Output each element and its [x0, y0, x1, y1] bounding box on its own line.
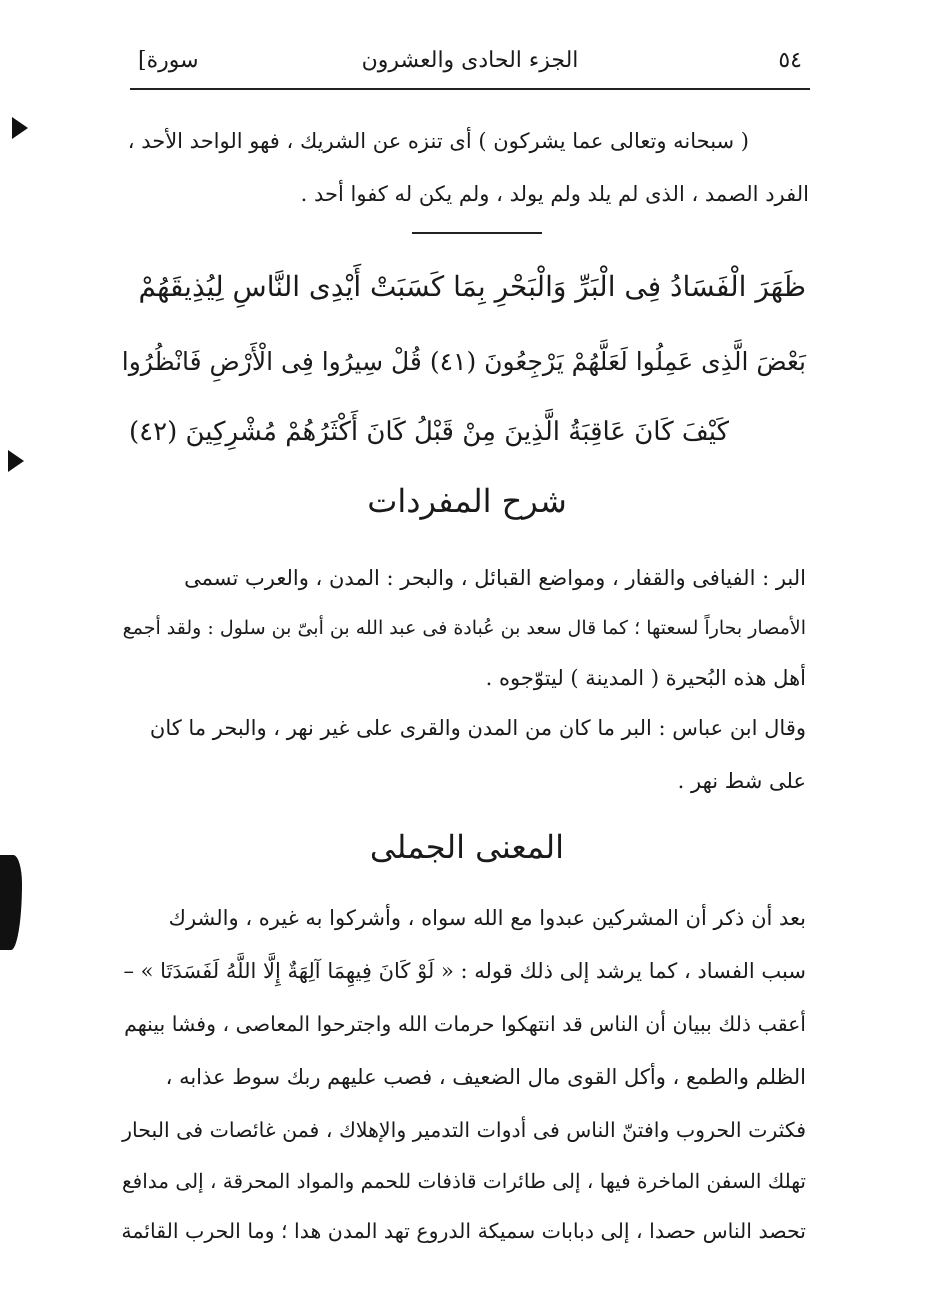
meaning-line: أعقب ذلك ببيان أن الناس قد انتهكوا حرمات الله واجترحوا المعاصى ، وفشا بينهم — [124, 1012, 806, 1036]
margin-arrow-mark — [8, 450, 24, 472]
margin-arrow-mark — [12, 117, 28, 139]
meaning-line: فكثرت الحروب وافتنّ الناس فى أدوات التدمير والإهلاك ، فمن غائصات فى البحار — [122, 1118, 806, 1142]
header-title: الجزء الحادى والعشرون — [361, 48, 579, 73]
intro-line: الفرد الصمد ، الذى لم يلد ولم يولد ، ولم يكن له كفوا أحد . — [300, 182, 809, 206]
header-surah: [سورة — [138, 48, 199, 73]
meaning-line: بعد أن ذكر أن المشركين عبدوا مع الله سواه ، وأشركوا به غيره ، والشرك — [168, 906, 806, 930]
verse-line: بَعْضَ الَّذِى عَمِلُوا لَعَلَّهُمْ يَرْجِعُونَ (٤١) قُلْ سِيرُوا فِى الْأَرْضِ فَانْظُرُوا — [121, 347, 806, 376]
page-number: ٥٤ — [778, 48, 802, 73]
page-header — [130, 40, 810, 90]
meaning-heading: المعنى الجملى — [369, 828, 565, 866]
margin-ink-blot — [0, 855, 22, 950]
vocab-line: وقال ابن عباس : البر ما كان من المدن والقرى على غير نهر ، والبحر ما كان — [149, 716, 806, 740]
meaning-line: سبب الفساد ، كما يرشد إلى ذلك قوله : « لَوْ كَانَ فِيهِمَا آلِهَةٌ إِلَّا اللَّهُ لَفَسَدَتَا » – — [123, 959, 806, 983]
vocab-line: على شط نهر . — [677, 769, 806, 793]
verse-line: كَيْفَ كَانَ عَاقِبَةُ الَّذِينَ مِنْ قَبْلُ كَانَ أَكْثَرُهُمْ مُشْرِكِينَ (٤٢) — [129, 417, 729, 447]
vocab-line: أهل هذه البُحيرة ( المدينة ) ليتوّجوه . — [485, 666, 806, 690]
verse-line: ظَهَرَ الْفَسَادُ فِى الْبَرِّ وَالْبَحْرِ بِمَا كَسَبَتْ أَيْدِى النَّاسِ لِيُذِيقَهُمْ — [138, 270, 806, 303]
vocab-line: البر : الفيافى والقفار ، ومواضع القبائل ، والبحر : المدن ، والعرب تسمى — [184, 566, 806, 590]
section-separator — [412, 232, 542, 234]
vocab-heading: شرح المفردات — [367, 482, 567, 520]
meaning-line: الظلم والطمع ، وأكل القوى مال الضعيف ، فصب عليهم ربك سوط عذابه ، — [165, 1065, 806, 1089]
meaning-line: تهلك السفن الماخرة فيها ، إلى طائرات قاذفات للحمم والمواد المحرقة ، إلى مدافع — [121, 1169, 806, 1193]
meaning-line: تحصد الناس حصدا ، إلى دبابات سميكة الدروع تهد المدن هدا ؛ وما الحرب القائمة — [121, 1219, 806, 1243]
vocab-line: الأمصار بحاراً لسعتها ؛ كما قال سعد بن عُبادة فى عبد الله بن أبىّ بن سلول : ولقد أجمع — [122, 617, 806, 639]
intro-line: ( سبحانه وتعالى عما يشركون ) أى تنزه عن الشريك ، فهو الواحد الأحد ، — [127, 129, 749, 153]
